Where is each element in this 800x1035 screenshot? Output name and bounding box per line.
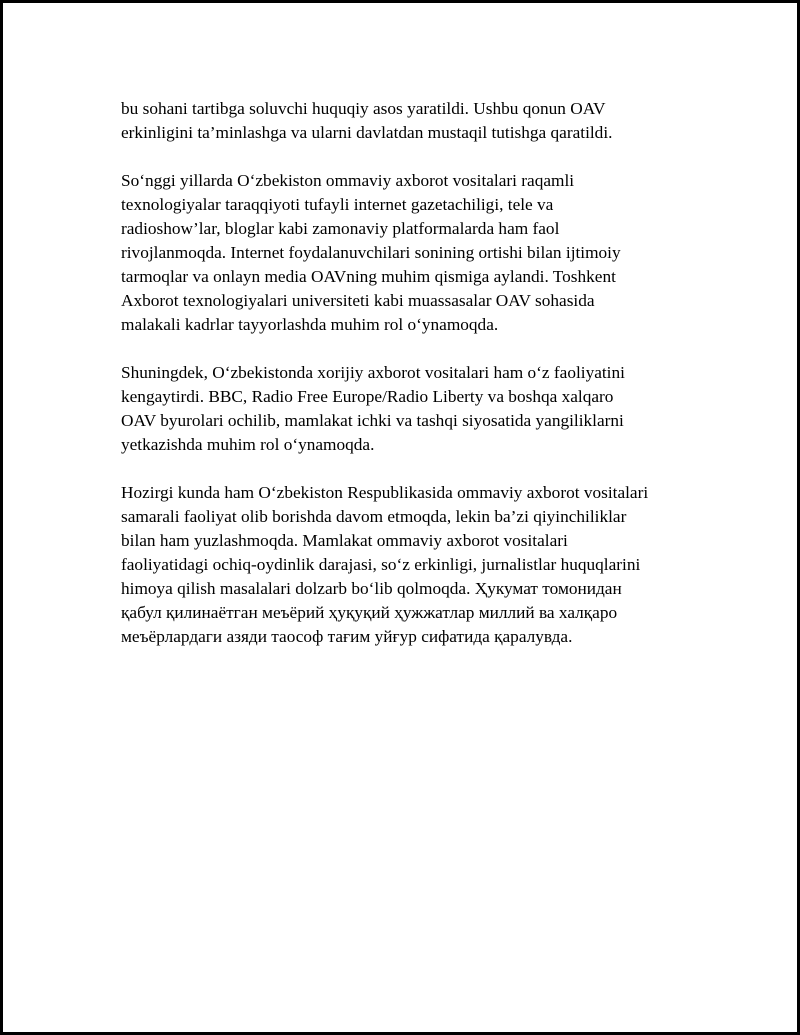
paragraph-4: Hozirgi kunda ham O‘zbekiston Respublikasida ommaviy axborot vositalari samarali faoliyat olib borishda davom etmoqda, lekin ba’zi qiyinchiliklar bilan ham yuzlashmoqda. Mamlakat ommaviy axborot vositalari faoliyatidagi ochiq-oydinlik darajasi, so‘z erkinligi, jurnalistlar huquqlarini himoya qilish masalalari dolzarb bo‘lib qolmoqda. Ҳукумат томонидан қабул қилинаётган меъёрий ҳуқуқий ҳужжатлар миллий ва халқаро меъёрлардаги азяди таософ тағим уйғур сифатида қаралувда. xyxy=(121,483,649,646)
document-body xyxy=(121,97,701,673)
paragraph-1: bu sohani tartibga soluvchi huquqiy asos yaratildi. Ushbu qonun OAV erkinligini ta’minlashga va ularni davlatdan mustaqil tutishga qaratildi. xyxy=(121,99,613,142)
paragraph-2: So‘nggi yillarda O‘zbekiston ommaviy axborot vositalari raqamli texnologiyalar taraqqiyoti tufayli internet gazetachiligi, tele va radioshow’lar, bloglar kabi zamonaviy platformalarda ham faol rivojlanmoqda. Internet foydalanuvchilari sonining ortishi bilan ijtimoiy tarmoqlar va onlayn media OAVning muhim qismiga aylandi. Toshkent Axborot texnologiyalari universiteti kabi muassasalar OAV sohasida malakali kadrlar tayyorlashda muhim rol o‘ynamoqda. xyxy=(121,171,621,334)
paragraph-3: Shuningdek, O‘zbekistonda xorijiy axborot vositalari ham o‘z faoliyatini kengaytirdi. BBC, Radio Free Europe/Radio Liberty va boshqa xalqaro OAV byurolari ochilib, mamlakat ichki va tashqi siyosatida yangiliklarni yetkazishda muhim rol o‘ynamoqda. xyxy=(121,363,625,454)
